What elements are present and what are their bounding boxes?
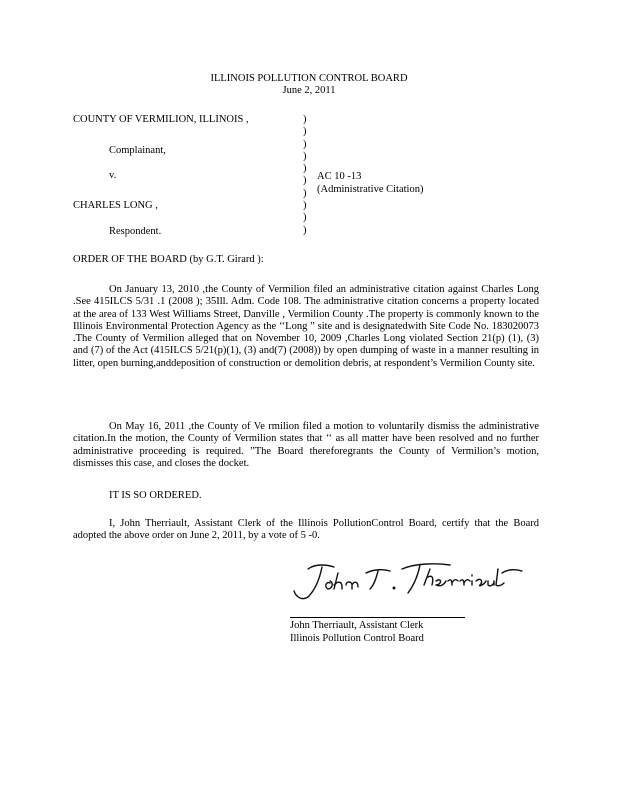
- agency-title: ILLINOIS POLLUTION CONTROL BOARD: [210, 73, 408, 84]
- paragraph-ordered: [73, 490, 539, 502]
- respondent-label: Respondent.: [109, 226, 162, 237]
- paragraph-text: I, John Therriault, Assistant Clerk of the Illinois PollutionControl Board, certify that the Board adopted the above order on June 2, 2011, by a vote of 5 -0.: [73, 518, 539, 542]
- case-type: (Administrative Citation): [317, 184, 424, 195]
- versus-label: v.: [109, 170, 117, 181]
- caption-parentheses: [303, 114, 307, 237]
- signer-name-title: John Therriault, Assistant Clerk: [290, 620, 424, 631]
- paren-3: ): [303, 138, 307, 150]
- paragraph-text: On January 13, 2010 ,the County of Vermilion filed an administrative citation against Charles Long .See 415ILCS 5/31 .1 (2008 ); 35Ill. Adm. Code 108. The administrative citation concerns a property located at the area of 133 West Williams Street, Danville , Vermilion County .The property is commonly known to the Illinois Environmental Protection Agency as the ‘‘Long ” site and is designatedwith Site Code No. 183020073 .The County of Vermilion alleged that on November 10, 2009 ,Charles Long violated Section 21(p) (1), (3) and (7) of the Act (415ILCS 5/21(p)(1), (3) and(7) (2008)) by open dumping of waste in a manner resulting in litter, open burning,anddeposition of construction or demolition debris, at respondent’s Vermilion County site.: [73, 284, 539, 369]
- paren-4: ): [303, 150, 307, 162]
- paren-8: ): [303, 200, 307, 212]
- paragraph-certification: [73, 518, 539, 543]
- order-heading: ORDER OF THE BOARD (by G.T. Girard ):: [73, 254, 264, 265]
- handwritten-signature: [290, 555, 530, 605]
- paragraph-text: On May 16, 2011 ,the County of Ve rmilion filed a motion to voluntarily dismiss the administrative citation.In the motion, the County of Vermilion states that ‘‘ as all matter have been resolved and no further administrative proceeding is required. ”The Board thereforegrants the County of Vermilion’s motion, dismisses this case, and closes the docket.: [73, 421, 539, 469]
- complainant-label: Complainant,: [109, 145, 166, 156]
- respondent-name: CHARLES LONG ,: [73, 200, 158, 211]
- paragraph-motion: [73, 421, 539, 470]
- paragraph-citation: [73, 284, 539, 370]
- paragraph-text: IT IS SO ORDERED.: [109, 490, 202, 501]
- signer-organization: Illinois Pollution Control Board: [290, 633, 424, 644]
- order-date: June 2, 2011: [282, 85, 336, 96]
- paren-9: ): [303, 212, 307, 224]
- paren-2: ): [303, 126, 307, 138]
- case-number: AC 10 -13: [317, 171, 362, 182]
- paren-7: ): [303, 187, 307, 199]
- signature-line: [290, 617, 465, 618]
- paren-5: ): [303, 163, 307, 175]
- paren-10: ): [303, 224, 307, 236]
- complainant-name: COUNTY OF VERMILION, ILLINOIS ,: [73, 114, 249, 125]
- paren-1: ): [303, 114, 307, 125]
- paren-6: ): [303, 175, 307, 187]
